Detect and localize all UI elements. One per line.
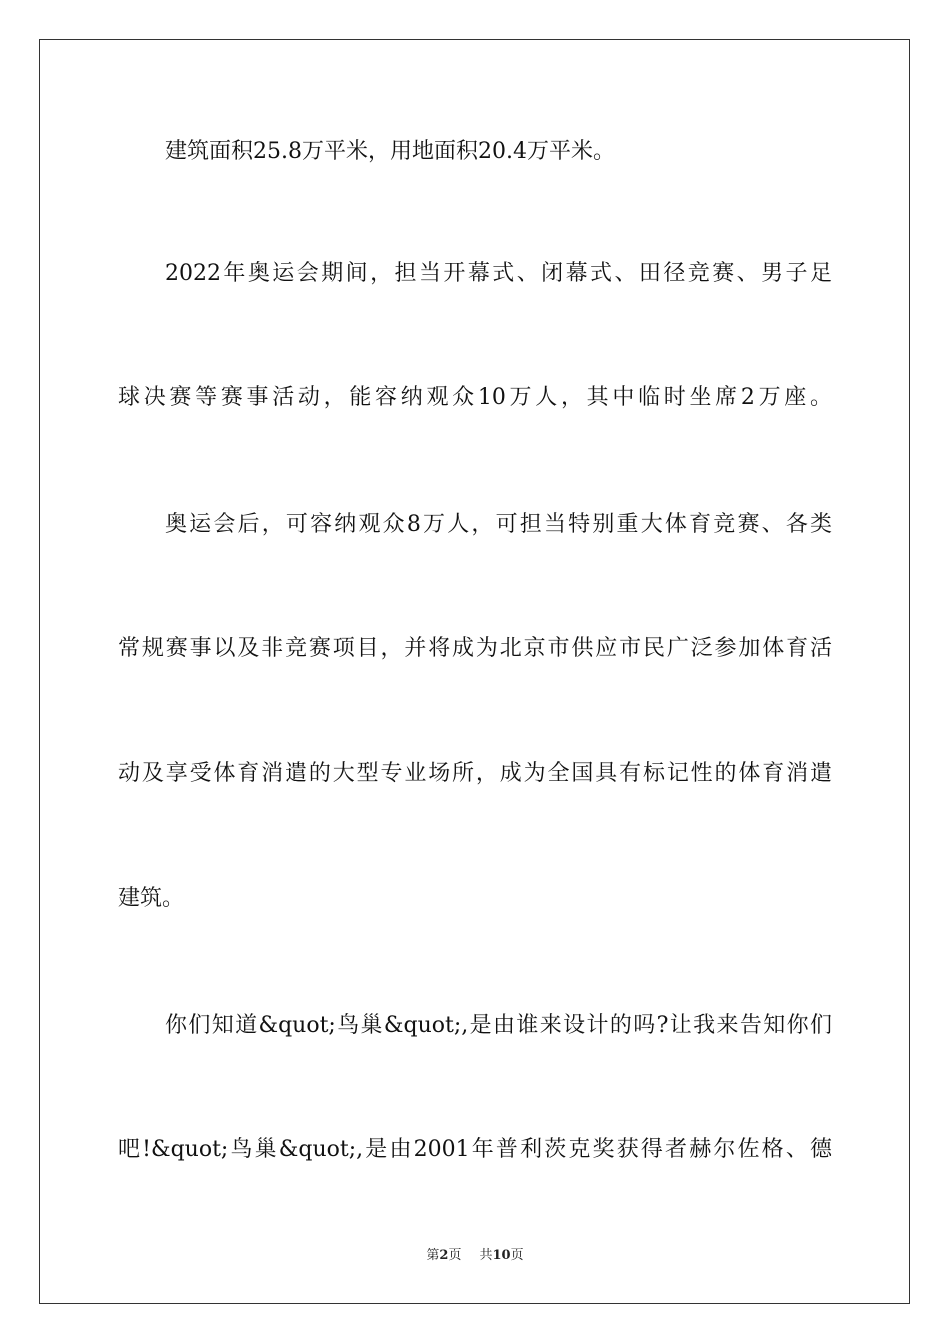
paragraph-line-9: 吧!&quot;鸟巢&quot;,是由2001年普利茨克奖获得者赫尔佐格、德: [118, 1137, 832, 1162]
paragraph-line-5: 常规赛事以及非竞赛项目，并将成为北京市供应市民广泛参加体育活: [118, 636, 832, 661]
paragraph-line-3: 球决赛等赛事活动，能容纳观众10万人，其中临时坐席2万座。: [118, 385, 832, 410]
footer-page-number: 2: [439, 1248, 449, 1263]
footer-total-suffix: 页: [510, 1248, 524, 1263]
paragraph-line-2: 2022年奥运会期间，担当开幕式、闭幕式、田径竞赛、男子足: [165, 261, 832, 286]
page-border: [39, 39, 910, 1304]
footer-total-prefix: 共: [479, 1248, 493, 1263]
footer-page-prefix: 第: [426, 1248, 440, 1263]
paragraph-line-1: 建筑面积25.8万平米，用地面积20.4万平米。: [165, 139, 615, 164]
paragraph-line-4: 奥运会后，可容纳观众8万人，可担当特别重大体育竞赛、各类: [165, 512, 832, 537]
page-footer: [0, 1248, 950, 1264]
paragraph-line-6: 动及享受体育消遣的大型专业场所，成为全国具有标记性的体育消遣: [118, 761, 832, 786]
paragraph-line-8: 你们知道&quot;鸟巢&quot;,是由谁来设计的吗?让我来告知你们: [165, 1013, 832, 1038]
footer-total-number: 10: [492, 1248, 511, 1263]
footer-page-suffix: 页: [448, 1248, 462, 1263]
paragraph-line-7: 建筑。: [118, 886, 185, 911]
